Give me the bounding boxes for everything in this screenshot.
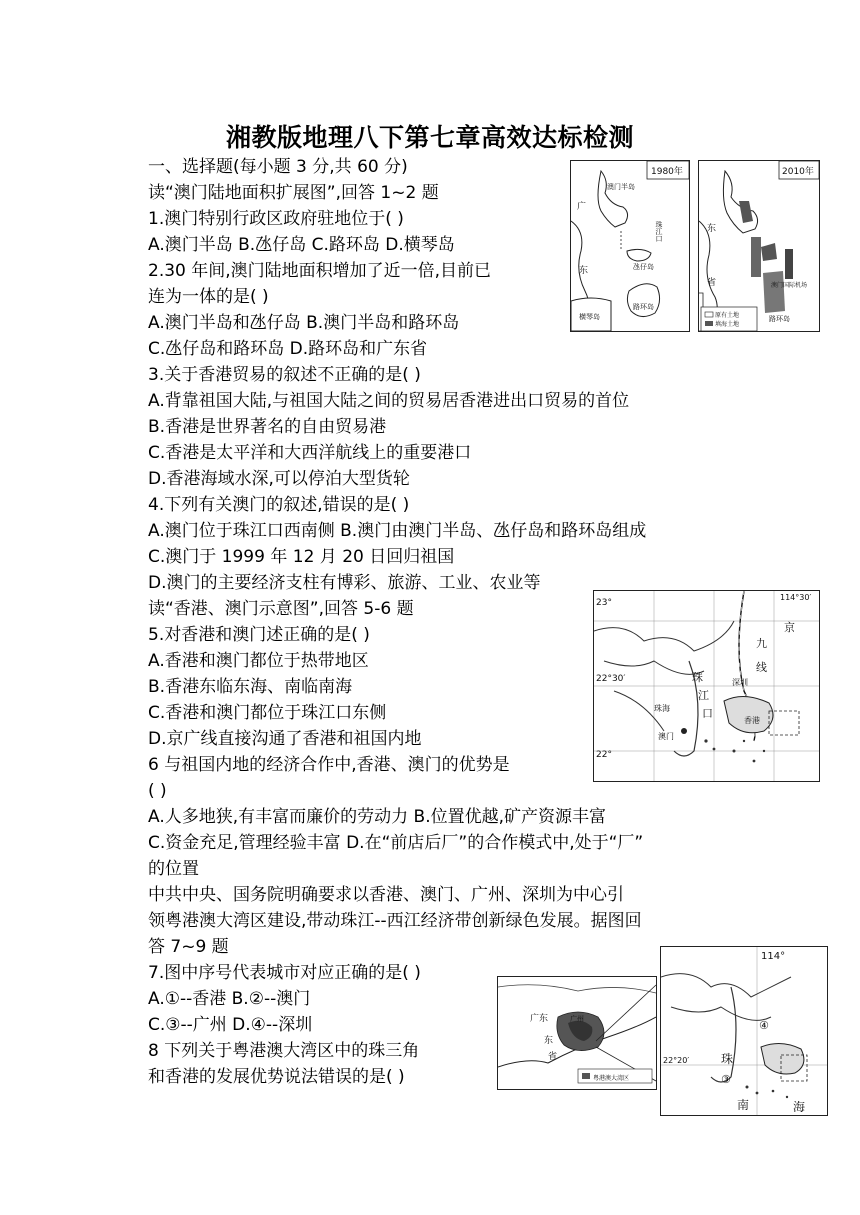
macau-map-2010 <box>698 160 820 332</box>
label-zhu-3: 珠 <box>721 1052 734 1066</box>
question-8-cont: 和香港的发展优势说法错误的是( ) <box>148 1067 405 1087</box>
label-dong-2010: 东 <box>707 224 717 234</box>
passage-line-2: 领粤港澳大湾区建设,带动珠江--西江经济带创新绿色发展。据图回 <box>148 911 642 931</box>
question-4-options-ab: A.澳门位于珠江口西南侧 B.澳门由澳门半岛、氹仔岛和路环岛组成 <box>148 521 647 541</box>
label-province-2010: 省 <box>707 278 717 288</box>
label-kou: 口 <box>702 707 713 720</box>
question-5: 5.对香港和澳门述正确的是( ) <box>148 625 370 645</box>
label-dong: 东 <box>579 266 589 276</box>
label-xian: 线 <box>756 661 767 674</box>
question-intro-5-6: 读“香港、澳门示意图”,回答 5-6 题 <box>148 599 414 619</box>
greater-bay-area-map <box>497 976 657 1090</box>
question-6: 6 与祖国内地的经济合作中,香港、澳门的优势是 <box>148 755 510 775</box>
question-7-options-cd: C.③--广州 D.④--深圳 <box>148 1015 313 1035</box>
question-intro: 读“澳门陆地面积扩展图”,回答 1~2 题 <box>148 183 439 203</box>
label-guangdong: 广东 <box>530 1014 549 1024</box>
label-hongkong: 香港 <box>744 716 760 725</box>
macau-map-1980 <box>570 160 690 332</box>
question-8: 8 下列关于粤港澳大湾区中的珠三角 <box>148 1041 420 1061</box>
question-2-options-ab: A.澳门半岛和氹仔岛 B.澳门半岛和路环岛 <box>148 313 460 333</box>
label-taipa: 氹仔岛 <box>633 263 654 271</box>
lat-22-30: 22°30′ <box>596 674 626 684</box>
label-macau: 澳门 <box>658 732 674 741</box>
question-2-cont: 连为一体的是( ) <box>148 287 269 307</box>
label-dong-3: 东 <box>544 1036 554 1046</box>
label-nan: 南 <box>737 1098 750 1112</box>
label-circle-3: ③ <box>721 1073 731 1086</box>
legend-reclaimed-land: 填海土地 <box>715 321 740 328</box>
label-pearl-estuary: 珠江口 <box>655 221 663 242</box>
question-4-option-c: C.澳门于 1999 年 12 月 20 日回归祖国 <box>148 547 455 567</box>
question-2-options-cd: C.氹仔岛和路环岛 D.路环岛和广东省 <box>148 339 428 359</box>
question-6-options-cont: 的位置 <box>148 859 199 879</box>
label-coloane: 路环岛 <box>633 303 654 311</box>
question-6-cont: ( ) <box>148 781 167 801</box>
question-7: 7.图中序号代表城市对应正确的是( ) <box>148 963 421 983</box>
label-hai: 海 <box>793 1100 806 1114</box>
label-zhuhai: 珠海 <box>654 704 670 713</box>
question-7-options-ab: A.①--香港 B.②--澳门 <box>148 989 311 1009</box>
label-macau-airport: 澳门国际机场 <box>771 282 808 289</box>
label-bay-area-legend: 粤港澳大湾区 <box>593 1075 630 1082</box>
lat-23: 23° <box>596 598 612 608</box>
legend-original-land: 原有土地 <box>715 312 740 319</box>
section-heading: 一、选择题(每小题 3 分,共 60 分) <box>148 157 408 177</box>
greater-bay-area-map-figure <box>498 977 656 1089</box>
hongkong-macau-map <box>593 590 820 782</box>
lat-22: 22° <box>596 750 612 760</box>
passage-line-3: 答 7~9 题 <box>148 937 229 957</box>
question-3: 3.关于香港贸易的叙述不正确的是( ) <box>148 365 421 385</box>
label-guang: 广 <box>577 202 587 212</box>
question-6-options-ab: A.人多地狭,有丰富而廉价的劳动力 B.位置优越,矿产资源丰富 <box>148 807 607 827</box>
question-5-option-a: A.香港和澳门都位于热带地区 <box>148 651 369 671</box>
question-3-option-d: D.香港海域水深,可以停泊大型货轮 <box>148 469 410 489</box>
question-5-option-d: D.京广线直接沟通了香港和祖国内地 <box>148 729 422 749</box>
question-1-options: A.澳门半岛 B.氹仔岛 C.路环岛 D.横琴岛 <box>148 235 455 255</box>
question-1: 1.澳门特别行政区政府驻地位于( ) <box>148 209 404 229</box>
question-6-options-cd: C.资金充足,管理经验丰富 D.在“前店后厂”的合作模式中,处于“厂” <box>148 833 644 853</box>
greater-bay-area-zoom-figure <box>661 947 827 1115</box>
passage-line-1: 中共中央、国务院明确要求以香港、澳门、广州、深圳为中心引 <box>148 885 624 905</box>
page-title: 湘教版地理八下第七章高效达标检测 <box>225 123 634 152</box>
lon-114-30: 114°30′ <box>780 593 812 602</box>
macau-map-2010-figure <box>699 161 819 331</box>
label-hengqin: 横琴岛 <box>579 313 600 321</box>
label-sheng-3: 省 <box>548 1052 558 1062</box>
label-shenzhen: 深圳 <box>732 678 748 687</box>
hongkong-macau-map-figure <box>594 591 819 781</box>
label-jing: 京 <box>784 621 795 634</box>
question-4-option-d: D.澳门的主要经济支柱有博彩、旅游、工业、农业等 <box>148 573 541 593</box>
label-macau-peninsula: 澳门半岛 <box>607 183 635 191</box>
label-jiang: 江 <box>698 689 709 702</box>
question-5-option-b: B.香港东临东海、南临南海 <box>148 677 353 697</box>
question-4: 4.下列有关澳门的叙述,错误的是( ) <box>148 495 410 515</box>
map-year-1980: 1980年 <box>651 167 683 177</box>
map-year-2010: 2010年 <box>782 167 814 177</box>
label-circle-4: ④ <box>759 1019 769 1032</box>
question-3-option-b: B.香港是世界著名的自由贸易港 <box>148 417 387 437</box>
label-zhu: 珠 <box>692 671 703 684</box>
greater-bay-area-zoom-map <box>660 946 828 1116</box>
label-jiu: 九 <box>756 637 767 650</box>
question-2: 2.30 年间,澳门陆地面积增加了近一倍,目前已 <box>148 261 492 281</box>
question-3-option-c: C.香港是太平洋和大西洋航线上的重要港口 <box>148 443 472 463</box>
lat-22-20: 22°20′ <box>663 1056 690 1065</box>
lon-114: 114° <box>761 951 786 962</box>
question-3-option-a: A.背靠祖国大陆,与祖国大陆之间的贸易居香港进出口贸易的首位 <box>148 391 630 411</box>
label-guangzhou: 广州 <box>570 1015 584 1023</box>
question-5-option-c: C.香港和澳门都位于珠江口东侧 <box>148 703 387 723</box>
label-coloane-2010: 路环岛 <box>769 315 790 323</box>
macau-map-1980-figure <box>571 161 689 331</box>
